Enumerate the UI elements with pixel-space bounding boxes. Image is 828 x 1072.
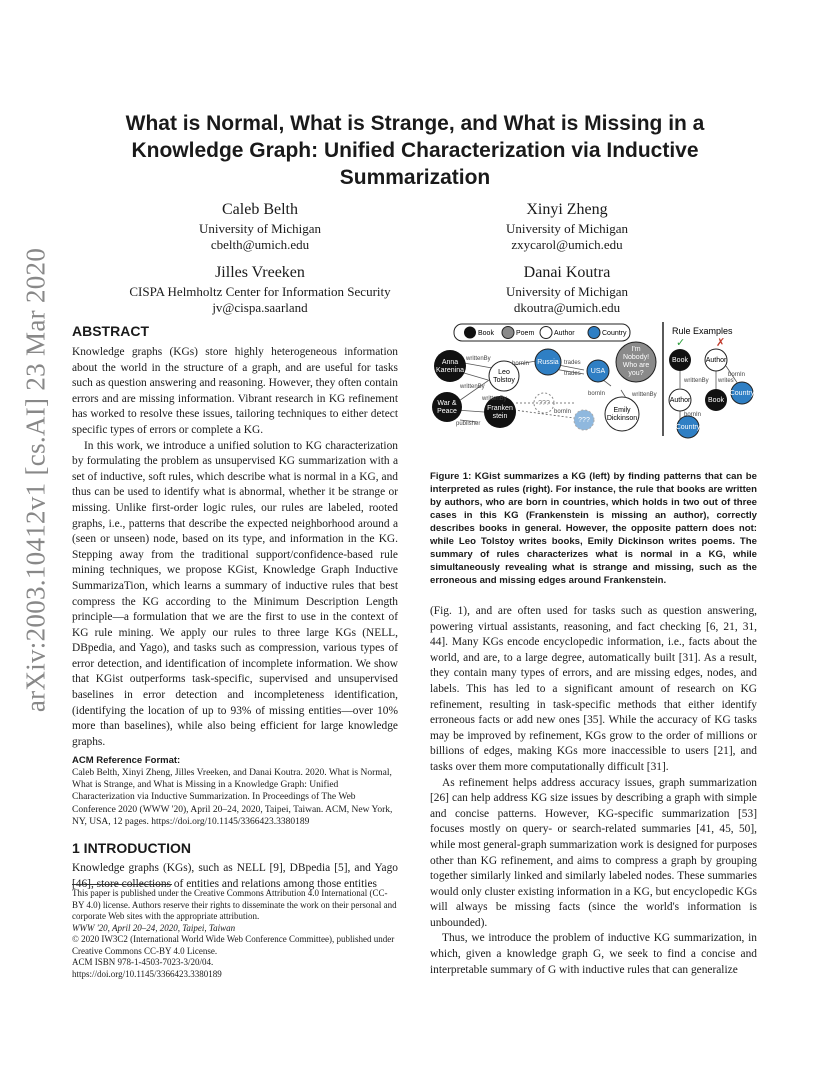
edge-label: writtenBy <box>460 384 485 390</box>
title-line-2: Knowledge Graph: Unified Characterization via Inductive <box>131 139 699 162</box>
author-affiliation: University of Michigan <box>505 284 629 299</box>
abstract-body <box>72 345 398 750</box>
node-label: Who are <box>622 362 650 369</box>
author-name: Xinyi Zheng <box>526 201 608 218</box>
right-paragraph-1: (Fig. 1), and are often used for tasks such as question answering, powering virtual assistants, reasoning, and fact checking [6, 21, 31, 44]. Many KGs encode encyclopedic information, i.e., facts about the world, and are, to a large degree, automatically built [31]. As a result, they contain many types of errors, and are missing edges, nodes, and labels. This has led to a significant amount of research on KG refinement, resulting in task-specific methods that either identify erroneous facts or add new ones [35]. While the accuracy of KG tasks may be improved by refinement, KGs grow to the order of millions or billions of edges, making KGs more inaccessible to users [21], and tasks over them more computationally difficult [31]. <box>430 605 757 773</box>
author-affiliation: University of Michigan <box>198 221 322 236</box>
node-war-and-peace <box>432 392 462 422</box>
intro-heading: 1 INTRODUCTION <box>72 839 191 856</box>
node-label: ??? <box>538 400 550 407</box>
author-block-2 <box>437 200 697 253</box>
author-email: dkoutra@umich.edu <box>513 300 621 315</box>
cross-mark-icon: ✗ <box>716 337 726 349</box>
node-label: Emily <box>613 407 631 414</box>
arxiv-stamp <box>16 247 56 713</box>
edge-label: trades <box>564 360 581 366</box>
title-line-3: Summarization <box>339 166 491 189</box>
footnote-license: This paper is published under the Creative Commons Attribution 4.0 International (CC-BY 4.0) license. Authors reserve their rights to disseminate the work on their personal and corporate Web sites with the appropriate attribution. <box>72 888 397 921</box>
edge-label: writtenBy <box>684 378 709 384</box>
node-label: stein <box>492 413 508 420</box>
node-anna-karenina <box>434 350 466 382</box>
intro-paragraph-1: Knowledge graphs (KGs), such as NELL [9], DBpedia [5], and Yago [46], store collections of entities and relations among those entities <box>72 861 398 890</box>
edge-label: writtenBy <box>482 396 507 402</box>
check-mark-icon: ✓ <box>676 337 686 349</box>
author-affiliation: University of Michigan <box>505 221 629 236</box>
acm-ref-text: Caleb Belth, Xinyi Zheng, Jilles Vreeken, and Danai Koutra. 2020. What is Normal, What is Strange, and What is Missing in a Knowledge Graph: Unified Characterization via Inductive Summarization. In Proceedings of The Web Conference 2020 (WWW '20), April 20–24, 2020, Taipei, Taiwan. ACM, New York, NY, USA, 12 pages. https://doi.org/10.1145/3366423.3380189 <box>72 767 393 827</box>
edge-label: writtenBy <box>466 356 491 362</box>
node-label: Author <box>669 397 691 404</box>
node-label: Tolstoy <box>493 377 515 384</box>
legend-country: Country <box>602 330 627 337</box>
node-label: Dickinson <box>606 415 638 422</box>
node-label: Book <box>708 397 724 404</box>
footnote-doi: https://doi.org/10.1145/3366423.3380189 <box>72 968 222 979</box>
edge-label: bornIn <box>554 409 572 415</box>
title-line-1: What is Normal, What is Strange, and What is Missing in a <box>125 112 705 135</box>
author-name: Danai Koutra <box>523 264 611 281</box>
footnote-copyright: © 2020 IW3C2 (International World Wide Web Conference Committee), published under Creative Commons CC-BY 4.0 License. <box>72 934 395 956</box>
legend-book: Book <box>478 330 494 337</box>
legend-author: Author <box>554 330 575 337</box>
author-name: Jilles Vreeken <box>215 264 305 281</box>
edge-label: bornIn <box>588 391 606 397</box>
acm-reference <box>72 755 398 828</box>
edge-label: writtenBy <box>632 392 657 398</box>
author-block-4 <box>437 263 697 316</box>
figure-1 <box>426 318 758 440</box>
abstract-heading: ABSTRACT <box>72 323 149 339</box>
node-label: Book <box>672 357 688 364</box>
legend-poem: Poem <box>516 330 535 337</box>
footnote <box>72 888 398 980</box>
node-label: Russia <box>537 359 559 366</box>
author-block-3 <box>100 263 420 316</box>
node-label: USA <box>590 368 606 375</box>
acm-ref-heading: ACM Reference Format: <box>72 755 181 767</box>
node-label: Country <box>675 424 701 431</box>
arxiv-id-text: arXiv:2003.10412v1 [cs.AI] 23 Mar 2020 <box>20 247 51 713</box>
footnote-rule <box>72 884 172 885</box>
node-label: ??? <box>578 417 590 424</box>
figure-legend <box>454 324 630 341</box>
rule-examples <box>669 326 755 438</box>
paper-title <box>90 110 740 191</box>
abstract-paragraph-2: In this work, we introduce a unified solution to KG characterization by formulating the problem as unsupervised KG summarization with a set of inductive, soft rules, which describe what is normal in a KG, and thus can be used to identify what is abnormal, whether it be strange or missing. Unlike first-order logic rules, our rules are labeled, rooted graphs, i.e., patterns that describe the expected neighborhood around a (seen or unseen) node, based on its type, and information in the KG. Stepping away from the traditional support/confidence-based rule mining techniques, we propose KGist, Knowledge Graph Inductive SummarizaTion, which learns a summary of inductive rules that best compress the KG according to the Minimum Description Length principle—a formulation that we are the first to use in the context of KG rule mining. We apply our rules to three large KGs (NELL, DBpedia, and Yago), and tasks such as compression, various types of error detection, and identification of incomplete information. We show that KGist outperforms task-specific, supervised and unsupervised baselines in error detection and incompleteness identification, (identifying the location of up to 93% of missing entities—over 10% more than baselines), while also being efficient for large knowledge graphs. <box>72 439 398 748</box>
node-label: Author <box>705 357 727 364</box>
node-label: Nobody! <box>622 354 650 361</box>
rule-examples-label: Rule Examples <box>672 326 733 336</box>
author-email: jv@cispa.saarland <box>212 300 308 315</box>
edge-label: bornIn <box>684 412 702 418</box>
author-email: cbelth@umich.edu <box>210 237 310 252</box>
right-paragraph-3: Thus, we introduce the problem of inductive KG summarization, in which, given a knowledge graph G, we seek to find a concise and interpretable summary of G with inductive rules that can generalize <box>430 932 757 976</box>
node-label: Country <box>729 390 755 397</box>
figure-caption: Figure 1: KGist summarizes a KG (left) by finding patterns that can be interpreted as rules (right). For instance, the rule that books are written by authors, who are born in countries, which holds in two out of three cases in this KG (Frankenstein is missing an author), correctly describes books in general. However, the opposite pattern does not: while Leo Tolstoy writes books, Emily Dickinson writes poems. The summary of rules characterizes what is normal in a KG, while simultaneously revealing what is strange and missing, such as the erroneous and missing edges around Frankenstein. <box>430 471 757 586</box>
edge-label: bornIn <box>512 361 530 367</box>
edge-label: publisher <box>456 421 481 427</box>
node-label: Anna <box>441 359 459 366</box>
author-block-1 <box>130 200 390 253</box>
author-affiliation: CISPA Helmholtz Center for Information Security <box>129 284 391 299</box>
author-email: zxycarol@umich.edu <box>511 237 623 252</box>
edge-label: trades <box>564 371 581 377</box>
edge-label: bornIn <box>728 372 746 378</box>
node-label: Franken <box>487 405 513 412</box>
footnote-venue: WWW '20, April 20–24, 2020, Taipei, Taiwan <box>72 922 236 933</box>
abstract-paragraph-1: Knowledge graphs (KGs) store highly heterogeneous information about the world in the structure of a graph, and are useful for tasks such as question answering and reasoning. However, they often contain errors and are missing information. Vibrant research in KG refinement has worked to resolve these issues, tailoring techniques to either detect specific types of errors or complete a KG. <box>72 346 398 436</box>
node-label: Peace <box>437 408 457 415</box>
node-label: Karenina <box>435 367 465 374</box>
edge-label: writes <box>718 378 734 384</box>
node-label: War & <box>437 400 457 407</box>
node-emily-dickinson <box>605 397 639 431</box>
right-paragraph-2: As refinement helps address accuracy issues, graph summarization [26] can help address KG size issues by describing a graph with simple and concise patterns. However, KG-specific summarization [53] focuses mostly on query- or search-related summaries [41, 45, 50], while most general-graph summarization work is designed for purposes other than KG refinement, and aims to compress a graph by grouping together similarly linked and similarly labeled nodes. These summaries would only cluster existing information in a KG, but encyclopedic KGs will always be missing facts (since the world's information is unbounded). <box>430 776 757 929</box>
node-label: I'm <box>631 346 641 353</box>
node-label: Leo <box>498 369 510 376</box>
right-column <box>430 604 757 978</box>
author-name: Caleb Belth <box>222 201 298 218</box>
left-column <box>72 323 398 892</box>
node-label: you? <box>628 370 644 377</box>
footnote-isbn: ACM ISBN 978-1-4503-7023-3/20/04. <box>72 957 214 967</box>
